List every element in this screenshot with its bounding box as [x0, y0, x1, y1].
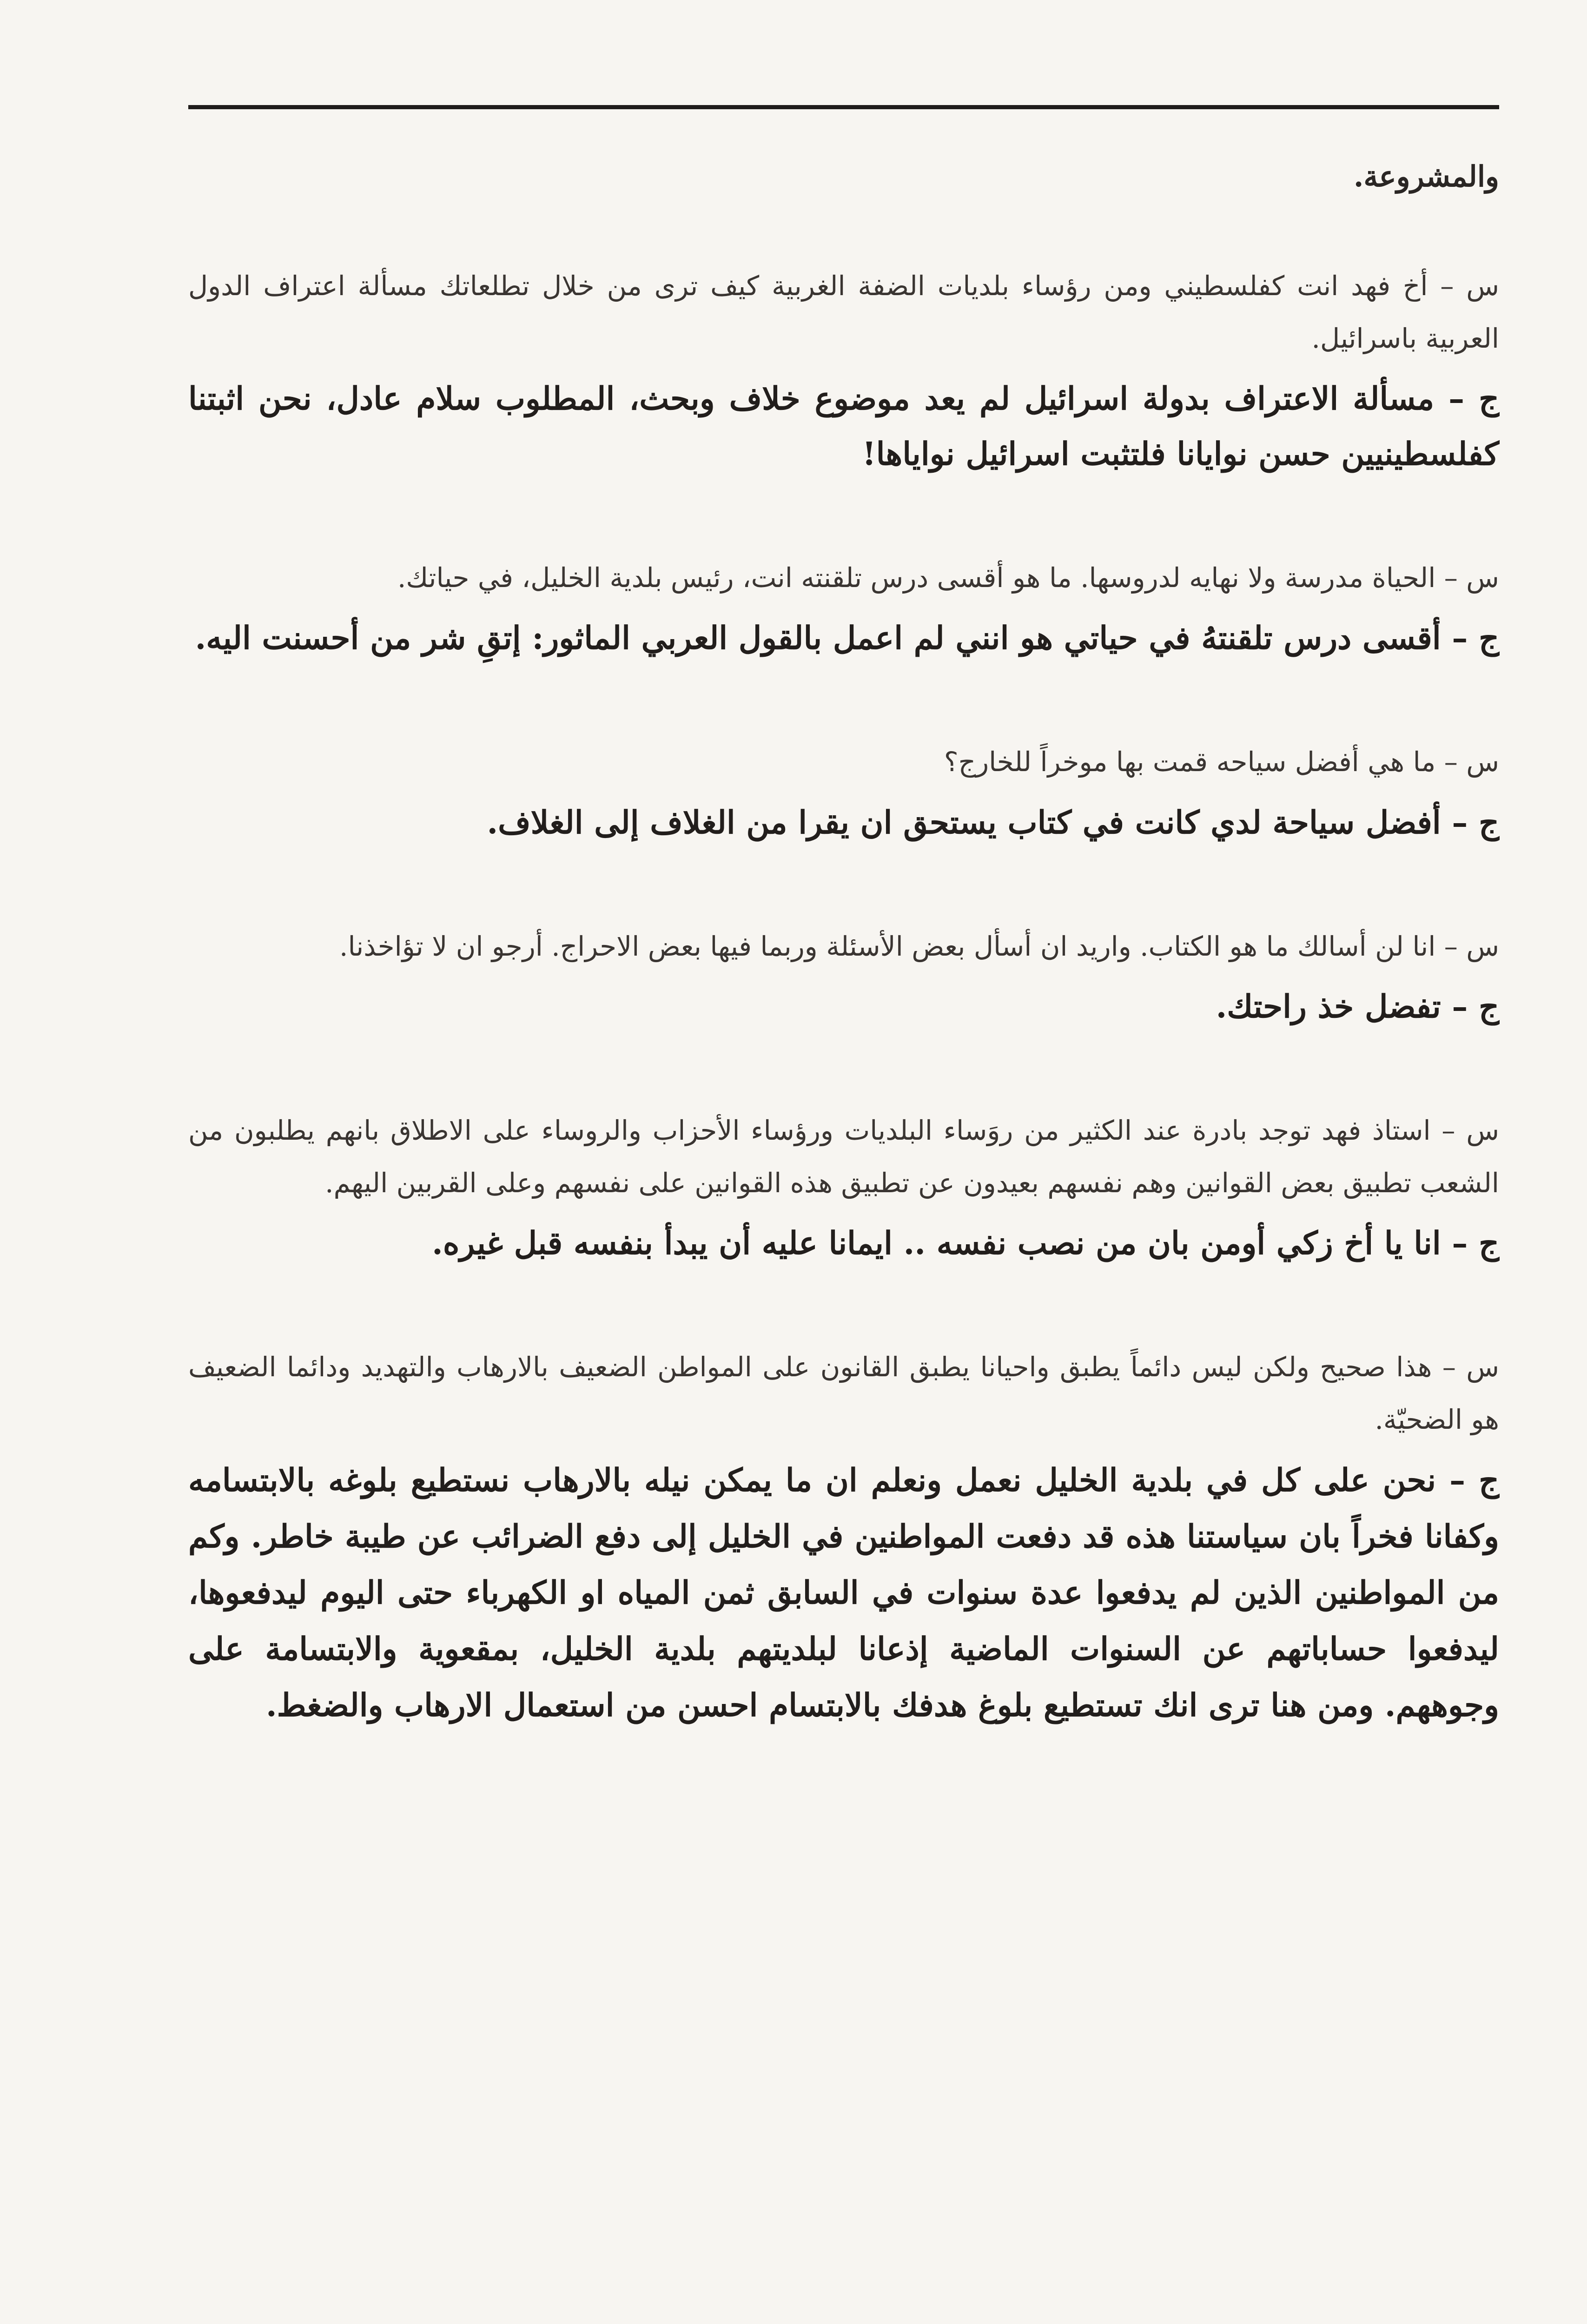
answer-4: ج – تفضل خذ راحتك.: [1216, 988, 1499, 1025]
question-5: س – استاذ فهد توجد بادرة عند الكثير من روَساء البلديات ورؤساء الأحزاب والروساء على الاطلاق بانهم يطلبون من الشعب تطبيق بعض القوانين وهم نفسهم بعيدون عن تطبيق هذه القوانين على نفسهم وعلى القربين اليهم.: [188, 1114, 1499, 1199]
question-6: س – هذا صحيح ولكن ليس دائماً يطبق واحيانا يطبق القانون على المواطن الضعيف بالارهاب والتهديد ودائما الضعيف هو الضحيّة.: [188, 1351, 1499, 1435]
intro-line: والمشروعة.: [1353, 159, 1499, 193]
answer-3: ج – أفضل سياحة لدي كانت في كتاب يستحق ان يقرا من الغلاف إلى الغلاف.: [487, 804, 1499, 841]
question-1: س – أخ فهد انت كفلسطيني ومن رؤساء بلديات الضفة الغربية كيف ترى من خلال تطلعاتك مسألة اعتراف الدول العربية باسرائيل.: [188, 270, 1499, 355]
question-4: س – انا لن أسالك ما هو الكتاب. واريد ان أسأل بعض الأسئلة وربما فيها بعض الاحراج. أرجو ان لا تؤاخذنا.: [339, 930, 1499, 962]
answer-6: ج – نحن على كل في بلدية الخليل نعمل ونعلم ان ما يمكن نيله بالارهاب نستطيع بلوغه بالابتسامه وكفانا فخراً بان سياستنا هذه قد دفعت المواطنين في الخليل إلى دفع الضرائب عن طيبة خاطر. وكم من المواطنين الذين لم يدفعوا عدة سنوات في السابق ثمن المياه او الكهرباء حتى اليوم ليدفعوها، ليدفعوا حساباتهم عن السنوات الماضية إذعانا لبلديتهم بلدية الخليل، بمقعوية والابتسامة على وجوههم. ومن هنا ترى انك تستطيع بلوغ هدفك بالابتسام احسن من استعمال الارهاب والضغط.: [188, 1462, 1499, 1724]
question-3: س – ما هي أفضل سياحه قمت بها موخراً للخارج؟: [944, 746, 1499, 778]
answer-2: ج – أقسى درس تلقنتهُ في حياتي هو انني لم اعمل بالقول العربي الماثور: إتقِ شر من أحسنت اليه.: [195, 620, 1499, 657]
answer-1: ج – مسألة الاعتراف بدولة اسرائيل لم يعد موضوع خلاف وبحث، المطلوب سلام عادل، نحن اثبتنا كفلسطينيين حسن نوايانا فلتثبت اسرائيل نواياها!: [188, 380, 1499, 473]
header-rule: [188, 105, 1499, 109]
question-2: س – الحياة مدرسة ولا نهايه لدروسها. ما هو أقسى درس تلقنته انت، رئيس بلدية الخليل، في حياتك.: [397, 562, 1499, 594]
answer-5: ج – انا يا أخ زكي أومن بان من نصب نفسه .. ايمانا عليه أن يبدأ بنفسه قبل غيره.: [432, 1224, 1499, 1262]
page-content: [188, 153, 1499, 1803]
